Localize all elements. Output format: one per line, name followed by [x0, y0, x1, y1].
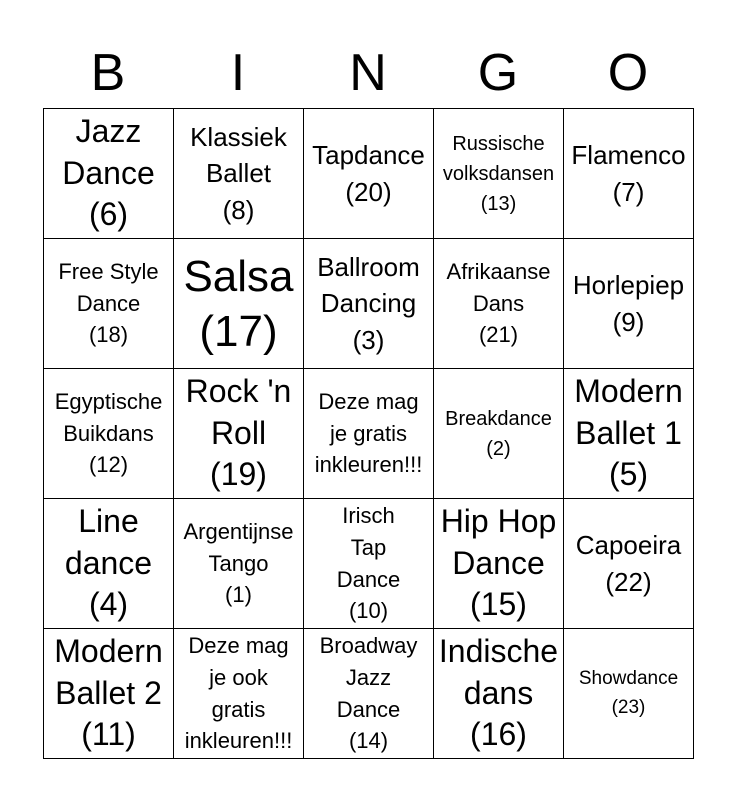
bingo-header [43, 38, 693, 108]
bingo-cell[interactable] [174, 369, 304, 499]
bingo-cell[interactable] [564, 109, 694, 239]
bingo-row [44, 109, 694, 239]
bingo-cell[interactable] [44, 369, 174, 499]
bingo-cell[interactable] [434, 239, 564, 369]
bingo-cell-label: Salsa (17) [183, 251, 294, 356]
bingo-cell-label: Tapdance (20) [312, 140, 425, 207]
bingo-cell-label: Capoeira (22) [575, 530, 682, 597]
bingo-cell-label: Argentijnse Tango (1) [183, 518, 294, 608]
bingo-cell-label: Modern Ballet 2 (11) [54, 633, 163, 753]
bingo-cell-label: Egyptische Buikdans (12) [54, 388, 163, 478]
bingo-cell[interactable] [174, 629, 304, 759]
header-letter-i: I [230, 44, 246, 102]
bingo-grid-body [44, 109, 694, 759]
bingo-cell[interactable] [44, 629, 174, 759]
bingo-row [44, 629, 694, 759]
bingo-cell-label: Afrikaanse Dans (21) [446, 258, 551, 348]
bingo-cell[interactable] [564, 239, 694, 369]
bingo-cell[interactable] [434, 369, 564, 499]
bingo-cell-label: Irisch Tap Dance (10) [336, 502, 401, 624]
bingo-cell-label: Flamenco (7) [571, 140, 686, 207]
bingo-cell-label: Jazz Dance (6) [62, 113, 155, 233]
bingo-cell-label: Klassiek Ballet (8) [190, 121, 287, 225]
bingo-cell-label: Line dance (4) [64, 503, 153, 623]
bingo-cell[interactable] [174, 239, 304, 369]
bingo-cell[interactable] [304, 499, 434, 629]
bingo-cell[interactable] [304, 369, 434, 499]
header-letter-o: O [607, 44, 649, 102]
bingo-cell[interactable] [304, 109, 434, 239]
bingo-cell[interactable] [434, 109, 564, 239]
header-letter-g: G [477, 44, 519, 102]
bingo-cell-label: Russische volksdansen (13) [442, 132, 555, 215]
bingo-cell-label: Indische dans (16) [438, 633, 559, 753]
header-letter-n: N [349, 44, 387, 102]
bingo-cell-label: Ballroom Dancing (3) [317, 251, 420, 355]
bingo-cell-label: Deze mag je ook gratis inkleuren!!! [184, 632, 293, 754]
bingo-cell[interactable] [564, 629, 694, 759]
bingo-row [44, 369, 694, 499]
bingo-cell-label: Modern Ballet 1 (5) [574, 373, 683, 493]
bingo-cell-label: Rock 'n Roll (19) [185, 373, 292, 493]
bingo-row [44, 239, 694, 369]
bingo-cell[interactable] [564, 369, 694, 499]
bingo-cell[interactable] [304, 239, 434, 369]
bingo-cell-label: Breakdance (2) [445, 407, 552, 460]
bingo-cell[interactable] [44, 109, 174, 239]
bingo-cell[interactable] [174, 499, 304, 629]
bingo-cell-label: Free Style Dance (18) [58, 258, 159, 348]
bingo-cell-label: Hip Hop Dance (15) [440, 503, 557, 623]
bingo-cell[interactable] [174, 109, 304, 239]
bingo-cell[interactable] [44, 239, 174, 369]
bingo-cell[interactable] [304, 629, 434, 759]
bingo-row [44, 499, 694, 629]
header-letter-b: B [90, 44, 126, 102]
bingo-grid [43, 108, 694, 759]
bingo-cell[interactable] [44, 499, 174, 629]
bingo-cell[interactable] [434, 499, 564, 629]
bingo-cell-label: Showdance (23) [578, 668, 679, 718]
bingo-cell-label: Horlepiep (9) [572, 270, 685, 337]
bingo-cell[interactable] [564, 499, 694, 629]
bingo-cell-label: Deze mag je gratis inkleuren!!! [314, 388, 423, 478]
bingo-cell[interactable] [434, 629, 564, 759]
bingo-cell-label: Broadway Jazz Dance (14) [319, 632, 418, 754]
